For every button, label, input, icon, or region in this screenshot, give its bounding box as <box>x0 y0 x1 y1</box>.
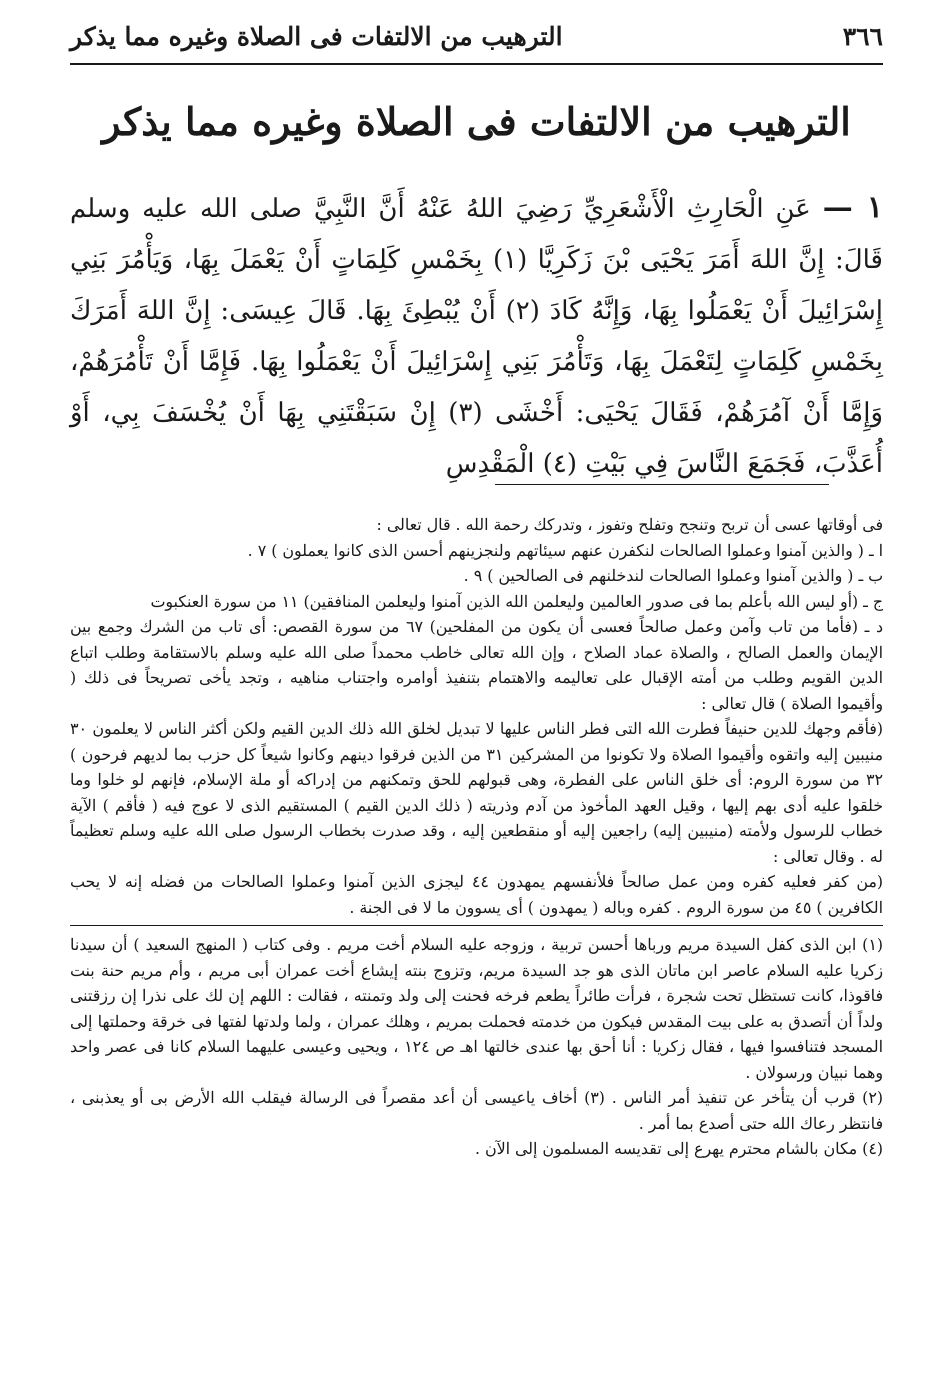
footnotes-area <box>70 512 883 1162</box>
footnote-separator <box>495 484 829 485</box>
page-number: ٣٦٦ <box>842 21 883 51</box>
commentary-line: (من كفر فعليه كفره ومن عمل صالحاً فلأنفسهم يمهدون ٤٤ ليجزى الذين آمنوا وعملوا الصالحات من فضله إنه لا يحب الكافرين ) ٤٥ من سورة الروم . كفره وباله ( يمهدون ) أى يسوون ما لا فى الجنة . <box>70 872 883 917</box>
header-rule <box>70 63 883 65</box>
commentary-line: فى أوقاتها عسى أن تربح وتنجح وتفلح وتفوز ، وتدركك رحمة الله . قال تعالى : <box>376 515 883 534</box>
footnote-2-3: (٢) قرب أن يتأخر عن تنفيذ أمر الناس . (٣) أخاف ياعيسى أن أعد مقصراً فى الرسالة فيقلب الله الأرض بى أو يعذبنى ، فانتظر رعاك الله حتى أصدع بما أمر . <box>70 1088 884 1133</box>
footnote-1: (١) ابن الذى كفل السيدة مريم ورباها أحسن تربية ، وزوجه عليه السلام أخت مريم . وفى كتاب ( المنهج السعيد ) أن سيدنا زكريا عليه السلام عاصر ابن ماتان الذى هو جد السيدة مريم، وتزوج بنته إيشاع أخت عمران أبى مريم ، وأم مريم حنة بنت فاقوذا، كانت تستظل تحت شجرة ، فرأت طائراً يطعم فرخه فحنت إلى ولد وتمنته ، فقالت : اللهم إن لك على نذرا إن رزقتنى ولداً أن أتصدق به على بيت المقدس فيكون من خدمته فحملت بمريم ، وهلك عمران ، ولما ولدتها لفتها فى خرقة وحملتها إلى المسجد فتنافسوا فيها ، فقال زكريا : أنا أحق بها عندى خالتها اهـ ص ١٢٤ ، ويحيى وعيسى عليهما السلام كانا فى عصر واحد وهما نبيان ورسولان . <box>70 935 883 1082</box>
commentary-line: د ـ (فأما من تاب وآمن وعمل صالحاً فعسى أن يكون من المفلحين) ٦٧ من سورة القصص: أى تاب من الشرك وجمع بين الإيمان والعمل الصالح ، والصلاة عماد الصلاح ، وإن الله تعالى خاطب محمداً صلى الله عليه وسلم بالاستقامة وطلب اتباع الدين القويم وطلب من أمته الإقبال على تعاليمه والاهتمام بتنفيذ أوامره واجتناب مناهيه ، وتجد يأخى تصريحاً فى ذلك ( وأقيموا الصلاة ) قال تعالى : <box>70 617 883 713</box>
commentary-line: ج ـ (أو ليس الله بأعلم بما فى صدور العالمين وليعلمن الله الذين آمنوا وليعلمن المنافقين) ١١ من سورة العنكبوت <box>150 591 883 611</box>
commentary-line: ب ـ ( والذين آمنوا وعملوا الصالحات لندخلنهم فى الصالحين ) ٩ . <box>463 566 883 585</box>
running-head <box>70 14 883 58</box>
commentary-line: (فأقم وجهك للدين حنيفاً فطرت الله التى فطر الناس عليها لا تبديل لخلق الله ذلك الدين القيم ولكن أكثر الناس لا يعلمون ٣٠ منيبين إليه واتقوه وأقيموا الصلاة ولا تكونوا من المشركين ٣١ من الذين فرقوا دينهم وكانوا شيعاً كل حزب بما لديهم فرحون ) ٣٢ من سورة الروم: أى خلق الناس على الفطرة، وهى قبولهم للحق وتمكنهم من إدراكه أو ملة الإسلام، فإنهم لو خلوا وما خلقوا عليه أدى بهم إليها ، وقيل العهد المأخوذ من آدم وذريته ( ذلك الدين القيم ) المستقيم الذى لا عوج فيه ( فأقم ) الآية خطاب للرسول ولأمته (منيبين إليه) راجعين إليه أو منقطعين إليه ، وقد صدرت بخطاب الرسول صلى الله عليه وسلم تعظيماً له . وقال تعالى : <box>70 719 883 866</box>
hadith-text <box>70 182 883 490</box>
notes-divider <box>70 925 883 926</box>
running-title: الترهيب من الالتفات فى الصلاة وغيره مما يذكر <box>70 21 563 51</box>
hadith-body: عَنِ الْحَارِثِ الْأَشْعَرِيِّ رَضِيَ اللهُ عَنْهُ أَنَّ النَّبِيَّ صلى الله عليه وسلم قَالَ: إِنَّ اللهَ أَمَرَ يَحْيَى بْنَ زَكَرِيَّا (١) بِخَمْسِ كَلِمَاتٍ أَنْ يَعْمَلَ بِهَا، وَيَأْمُرَ بَنِي إِسْرَائِيلَ أَنْ يَعْمَلُوا بِهَا، وَإِنَّهُ كَادَ (٢) أَنْ يُبْطِئَ بِهَا. قَالَ عِيسَى: إِنَّ اللهَ أَمَرَكَ بِخَمْسِ كَلِمَاتٍ لِتَعْمَلَ بِهَا، وَتَأْمُرَ بَنِي إِسْرَائِيلَ أَنْ يَعْمَلُوا بِهَا. فَإِمَّا أَنْ تَأْمُرَهُمْ، وَإِمَّا أَنْ آمُرَهُمْ، فَقَالَ يَحْيَى: أَخْشَى (٣) إِنْ سَبَقْتَنِي بِهَا أَنْ يُخْسَفَ بِي، أَوْ أُعَذَّبَ، فَجَمَعَ النَّاسَ فِي بَيْتِ (٤) الْمَقْدِسِ <box>70 194 884 479</box>
chapter-title: الترهيب من الالتفات فى الصلاة وغيره مما يذكر <box>102 99 851 144</box>
hadith-number: ١ — <box>822 190 883 225</box>
commentary-line: ا ـ ( والذين آمنوا وعملوا الصالحات لنكفرن عنهم سيئاتهم ولنجزينهم أحسن الذى كانوا يعملون ) ٧ . <box>247 540 883 560</box>
footnote-4: (٤) مكان بالشام محترم يهرع إلى تقديسه المسلمون إلى الآن . <box>474 1139 883 1158</box>
